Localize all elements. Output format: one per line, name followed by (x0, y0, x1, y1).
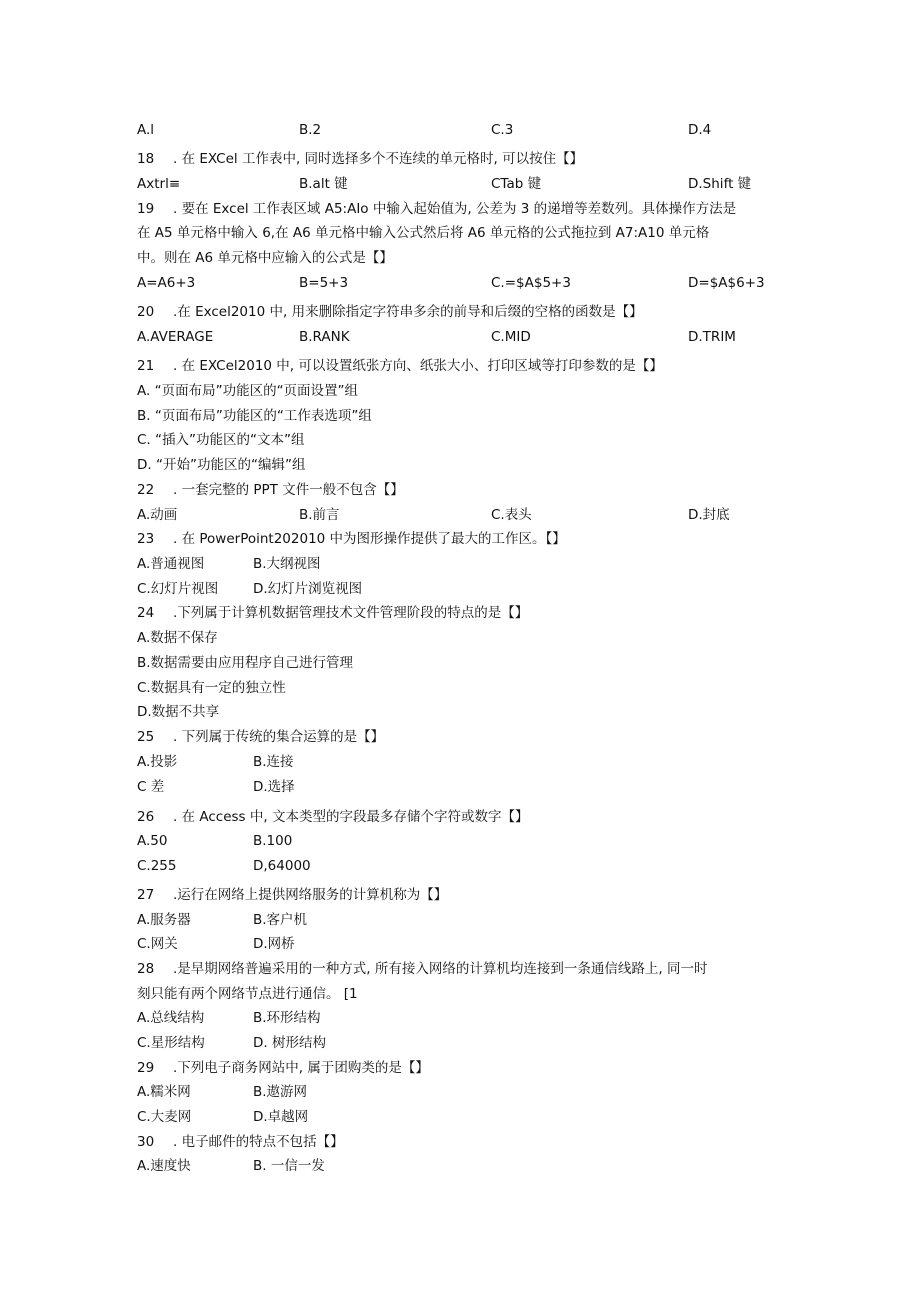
option-c: C.星形结构 (137, 1035, 205, 1051)
question-20 (137, 301, 643, 323)
option-c: C.MID (491, 329, 531, 345)
question-21 (137, 355, 663, 377)
option-c: CTab 键 (491, 176, 542, 192)
question-text: . 在 EXCel 工作表中, 同时选择多个不连续的单元格时, 可以按住【】 (173, 151, 584, 167)
question-number: 30 (137, 1134, 155, 1150)
option-d: D.幻灯片浏览视图 (253, 581, 363, 597)
question-number: 25 (137, 729, 155, 745)
question-number: 18 (137, 151, 155, 167)
option-c: C.网关 (137, 936, 178, 952)
question-19-cont-2 (137, 247, 393, 269)
question-30 (137, 1131, 344, 1153)
option-a: A.服务器 (137, 912, 191, 928)
question-24 (137, 602, 528, 624)
question-text: .下列电子商务网站中, 属于团购类的是【】 (173, 1060, 429, 1076)
option-a: A.l (137, 122, 155, 138)
question-19-cont-1 (137, 222, 709, 244)
option-c: C. “插入”功能区的“文本”组 (137, 432, 305, 448)
question-text: . 下列属于传统的集合运算的是【】 (173, 729, 385, 745)
option-c: C.3 (491, 122, 514, 138)
question-text: . 在 EXCel2010 中, 可以设置纸张方向、纸张大小、打印区域等打印参数的是【】 (173, 358, 663, 374)
option-c: C.=$A$5+3 (491, 275, 571, 291)
question-text: . 一套完整的 PPT 文件一般不包含【】 (173, 482, 404, 498)
option-a: A.总线结构 (137, 1010, 205, 1026)
question-18 (137, 148, 583, 170)
option-b: B.alt 键 (299, 176, 348, 192)
question-23 (137, 528, 566, 550)
option-b: B. “页面布局”功能区的“工作表选项”组 (137, 408, 372, 424)
option-d: D. “开始”功能区的“编辑”组 (137, 457, 306, 473)
option-d: D.网桥 (253, 936, 295, 952)
question-text-line-3: 中。则在 A6 单元格中应输入的公式是【】 (137, 250, 393, 266)
option-d: D.选择 (253, 779, 295, 795)
question-text: . 在 PowerPoint202010 中为图形操作提供了最大的工作区。【】 (173, 531, 566, 547)
option-b: B.RANK (299, 329, 350, 345)
question-text-line-2: 刻只能有两个网络节点进行通信。 [1 (137, 986, 358, 1002)
option-a: A=A6+3 (137, 275, 196, 291)
question-text: .下列属于计算机数据管理技术文件管理阶段的特点的是【】 (173, 605, 529, 621)
question-text-line-1: . 要在 Excel 工作表区域 A5:AIo 中输入起始值为, 公差为 3 的递增等差数列。具体操作方法是 (173, 201, 737, 217)
option-b: B.数据需要由应用程序自己进行管理 (137, 655, 354, 671)
option-c: C 差 (137, 779, 165, 795)
question-number: 21 (137, 358, 155, 374)
option-d: D=$A$6+3 (688, 275, 765, 291)
question-text: .在 Excel2010 中, 用来删除指定字符串多余的前导和后缀的空格的函数是【】 (173, 304, 643, 320)
option-c: C.大麦网 (137, 1109, 192, 1125)
option-b: B.环形结构 (253, 1010, 321, 1026)
question-19 (137, 198, 736, 220)
option-a: A. “页面布局”功能区的“页面设置”组 (137, 383, 359, 399)
option-c: C.数据具有一定的独立性 (137, 680, 286, 696)
option-d: D.卓越网 (253, 1109, 309, 1125)
option-a: A.AVERAGE (137, 329, 214, 345)
option-a: A.动画 (137, 507, 178, 523)
option-d: D.4 (688, 122, 712, 138)
option-b: B.前言 (299, 507, 340, 523)
option-c: C.255 (137, 858, 177, 874)
option-b: B.大纲视图 (253, 556, 321, 572)
question-number: 27 (137, 887, 155, 903)
option-a: A.速度快 (137, 1158, 191, 1174)
option-d: D.数据不共享 (137, 704, 220, 720)
option-b: B.2 (299, 122, 322, 138)
question-number: 29 (137, 1060, 155, 1076)
question-28 (137, 958, 707, 980)
question-number: 19 (137, 201, 155, 217)
question-number: 24 (137, 605, 155, 621)
option-c: C.幻灯片视图 (137, 581, 219, 597)
question-25 (137, 726, 384, 748)
option-b: B.遨游网 (253, 1084, 308, 1100)
question-number: 28 (137, 961, 155, 977)
option-d: D.Shift 键 (688, 176, 752, 192)
option-c: C.表头 (491, 507, 532, 523)
option-a: Axtrl≡ (137, 176, 181, 192)
question-26 (137, 806, 528, 828)
option-b: B. 一信一发 (253, 1158, 325, 1174)
option-a: A.普通视图 (137, 556, 205, 572)
question-27 (137, 884, 447, 906)
question-22 (137, 479, 404, 501)
question-28-cont (137, 983, 358, 1005)
option-d: D. 树形结构 (253, 1035, 326, 1051)
question-number: 22 (137, 482, 155, 498)
option-a: A.50 (137, 833, 168, 849)
option-a: A.投影 (137, 754, 178, 770)
option-a: A.糯米网 (137, 1084, 191, 1100)
option-b: B.连接 (253, 754, 294, 770)
option-a: A.数据不保存 (137, 630, 218, 646)
question-text-line-1: .是早期网络普遍采用的一种方式, 所有接入网络的计算机均连接到一条通信线路上, 同一时 (173, 961, 708, 977)
option-d: D.TRIM (688, 329, 736, 345)
question-number: 23 (137, 531, 155, 547)
option-b: B.100 (253, 833, 293, 849)
question-text: . 在 Access 中, 文本类型的字段最多存储个字符或数字【】 (173, 809, 529, 825)
question-text: . 电子邮件的特点不包括【】 (173, 1134, 344, 1150)
option-d: D,64000 (253, 858, 311, 874)
question-text-line-2: 在 A5 单元格中输入 6,在 A6 单元格中输入公式然后将 A6 单元格的公式拖拉到 A7:A10 单元格 (137, 225, 710, 241)
question-number: 20 (137, 304, 155, 320)
question-29 (137, 1057, 429, 1079)
question-text: .运行在网络上提供网络服务的计算机称为【】 (173, 887, 448, 903)
question-number: 26 (137, 809, 155, 825)
option-d: D.封底 (688, 507, 730, 523)
option-b: B.客户机 (253, 912, 308, 928)
option-b: B=5+3 (299, 275, 349, 291)
